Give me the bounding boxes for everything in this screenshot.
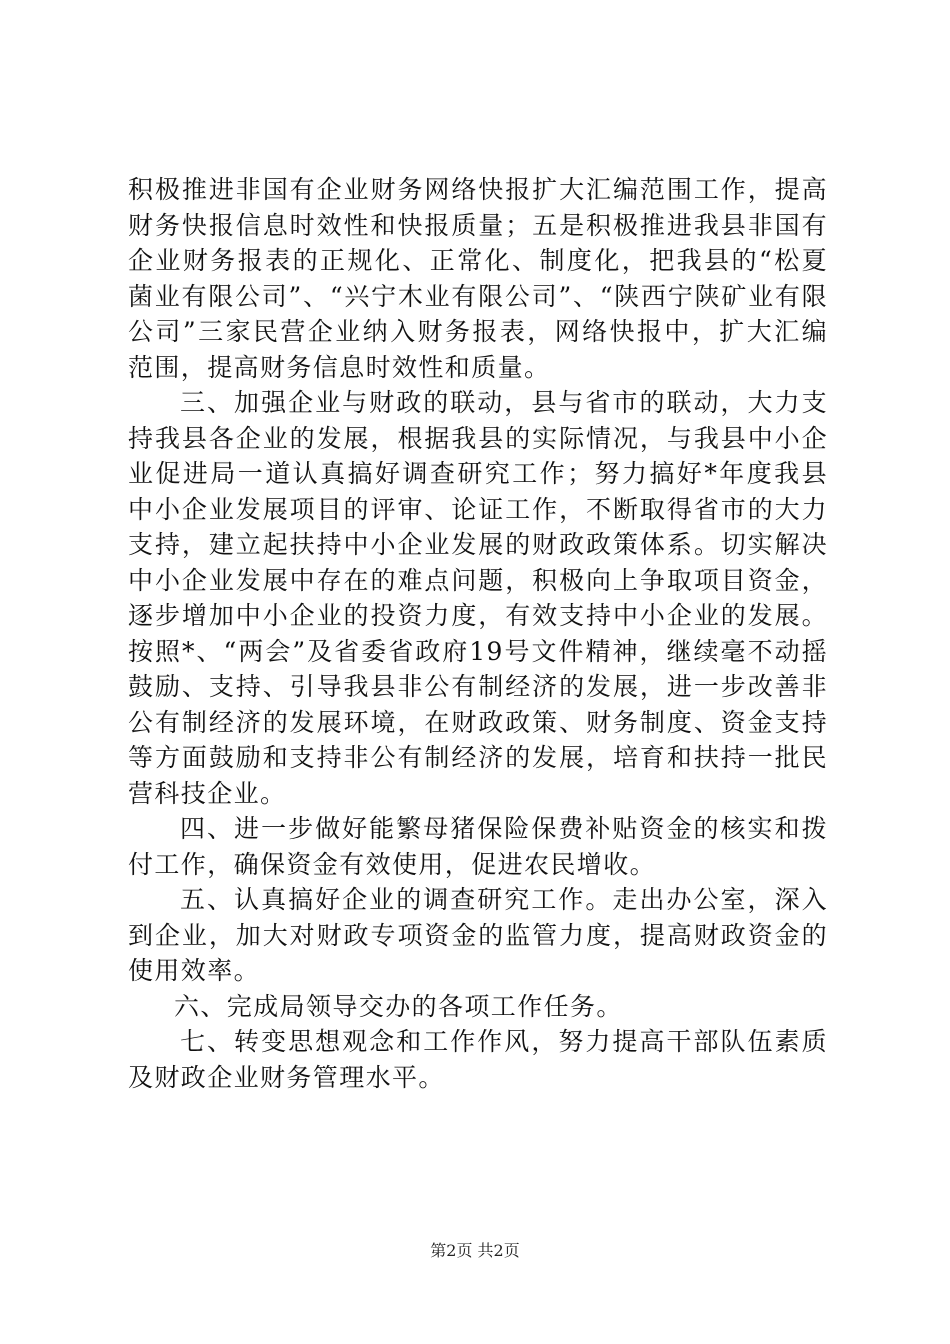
- page-number-footer: 第2页 共2页: [430, 1241, 520, 1260]
- document-body: [128, 172, 828, 1095]
- paragraph-item-seven: 七、转变思想观念和工作作风，努力提高干部队伍素质及财政企业财务管理水平。: [128, 1027, 828, 1092]
- paragraph-item-five: 五、认真搞好企业的调查研究工作。走出办公室，深入到企业，加大对财政专项资金的监管力度，提高财政资金的使用效率。: [128, 885, 828, 985]
- paragraph-continuation: 积极推进非国有企业财务网络快报扩大汇编范围工作，提高财务快报信息时效性和快报质量；五是积极推进我县非国有企业财务报表的正规化、正常化、制度化，把我县的“松夏菌业有限公司”、“兴宁木业有限公司”、“陕西宁陕矿业有限公司”三家民营企业纳入财务报表，网络快报中，扩大汇编范围，提高财务信息时效性和质量。: [128, 175, 828, 382]
- paragraph-item-six: 六、完成局领导交办的各项工作任务。: [174, 991, 623, 1021]
- paragraph-item-three: 三、加强企业与财政的联动，县与省市的联动，大力支持我县各企业的发展，根据我县的实际情况，与我县中小企业促进局一道认真搞好调查研究工作；努力搞好*年度我县中小企业发展项目的评审、论证工作，不断取得省市的大力支持，建立起扶持中小企业发展的财政政策体系。切实解决中小企业发展中存在的难点问题，积极向上争取项目资金，逐步增加中小企业的投资力度，有效支持中小企业的发展。按照*、“两会”及省委省政府19号文件精神，继续毫不动摇鼓励、支持、引导我县非公有制经济的发展，进一步改善非公有制经济的发展环境，在财政政策、财务制度、资金支持等方面鼓励和支持非公有制经济的发展，培育和扶持一批民营科技企业。: [128, 388, 828, 808]
- paragraph-item-four: 四、进一步做好能繁母猪保险保费补贴资金的核实和拨付工作，确保资金有效使用，促进农民增收。: [128, 814, 828, 879]
